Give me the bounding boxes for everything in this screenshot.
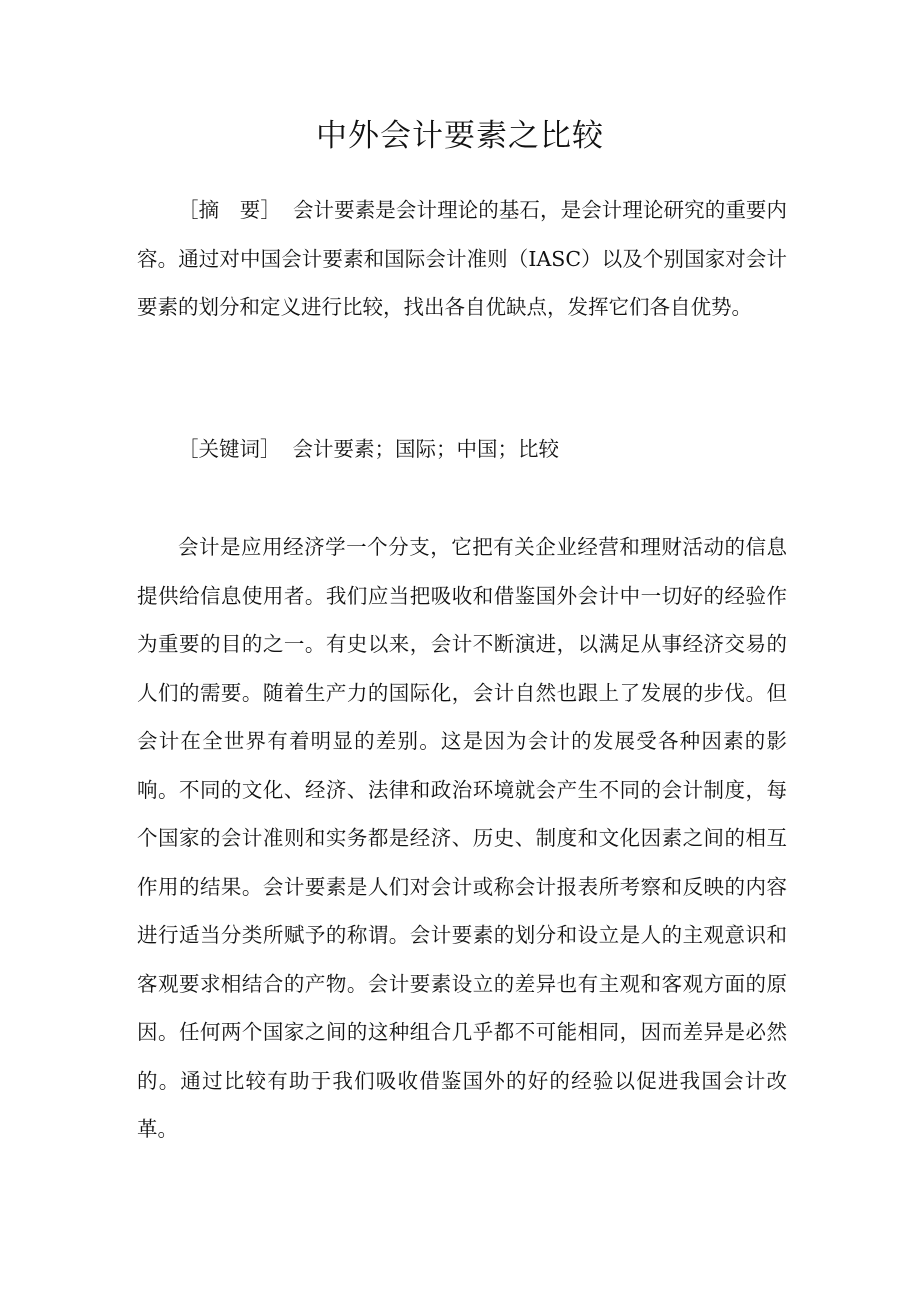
- abstract-text: 会计要素是会计理论的基石，是会计理论研究的重要内容。通过对中国会计要素和国际会计准则（IASC）以及个别国家对会计要素的划分和定义进行比较，找出各自优缺点，发挥它们各自优势。: [137, 198, 788, 319]
- keywords-label: ［关键词］: [178, 437, 281, 461]
- abstract-label: ［摘 要］: [178, 198, 281, 222]
- keywords-paragraph: [137, 425, 787, 474]
- abstract-paragraph: [137, 186, 787, 332]
- document-title: 中外会计要素之比较: [316, 118, 604, 154]
- body-paragraph: 会计是应用经济学一个分支，它把有关企业经营和理财活动的信息提供给信息使用者。我们应当把吸收和借鉴国外会计中一切好的经验作为重要的目的之一。有史以来，会计不断演进，以满足从事经济交易的人们的需要。随着生产力的国际化，会计自然也跟上了发展的步伐。但会计在全世界有着明显的差别。这是因为会计的发展受各种因素的影响。不同的文化、经济、法律和政治环境就会产生不同的会计制度，每个国家的会计准则和实务都是经济、历史、制度和文化因素之间的相互作用的结果。会计要素是人们对会计或称会计报表所考察和反映的内容进行适当分类所赋予的称谓。会计要素的划分和设立是人的主观意识和客观要求相结合的产物。会计要素设立的差异也有主观和客观方面的原因。任何两个国家之间的这种组合几乎都不可能相同，因而差异是必然的。通过比较有助于我们吸收借鉴国外的好的经验以促进我国会计改革。: [137, 535, 787, 1141]
- keywords-text: 会计要素；国际；中国；比较: [292, 437, 559, 461]
